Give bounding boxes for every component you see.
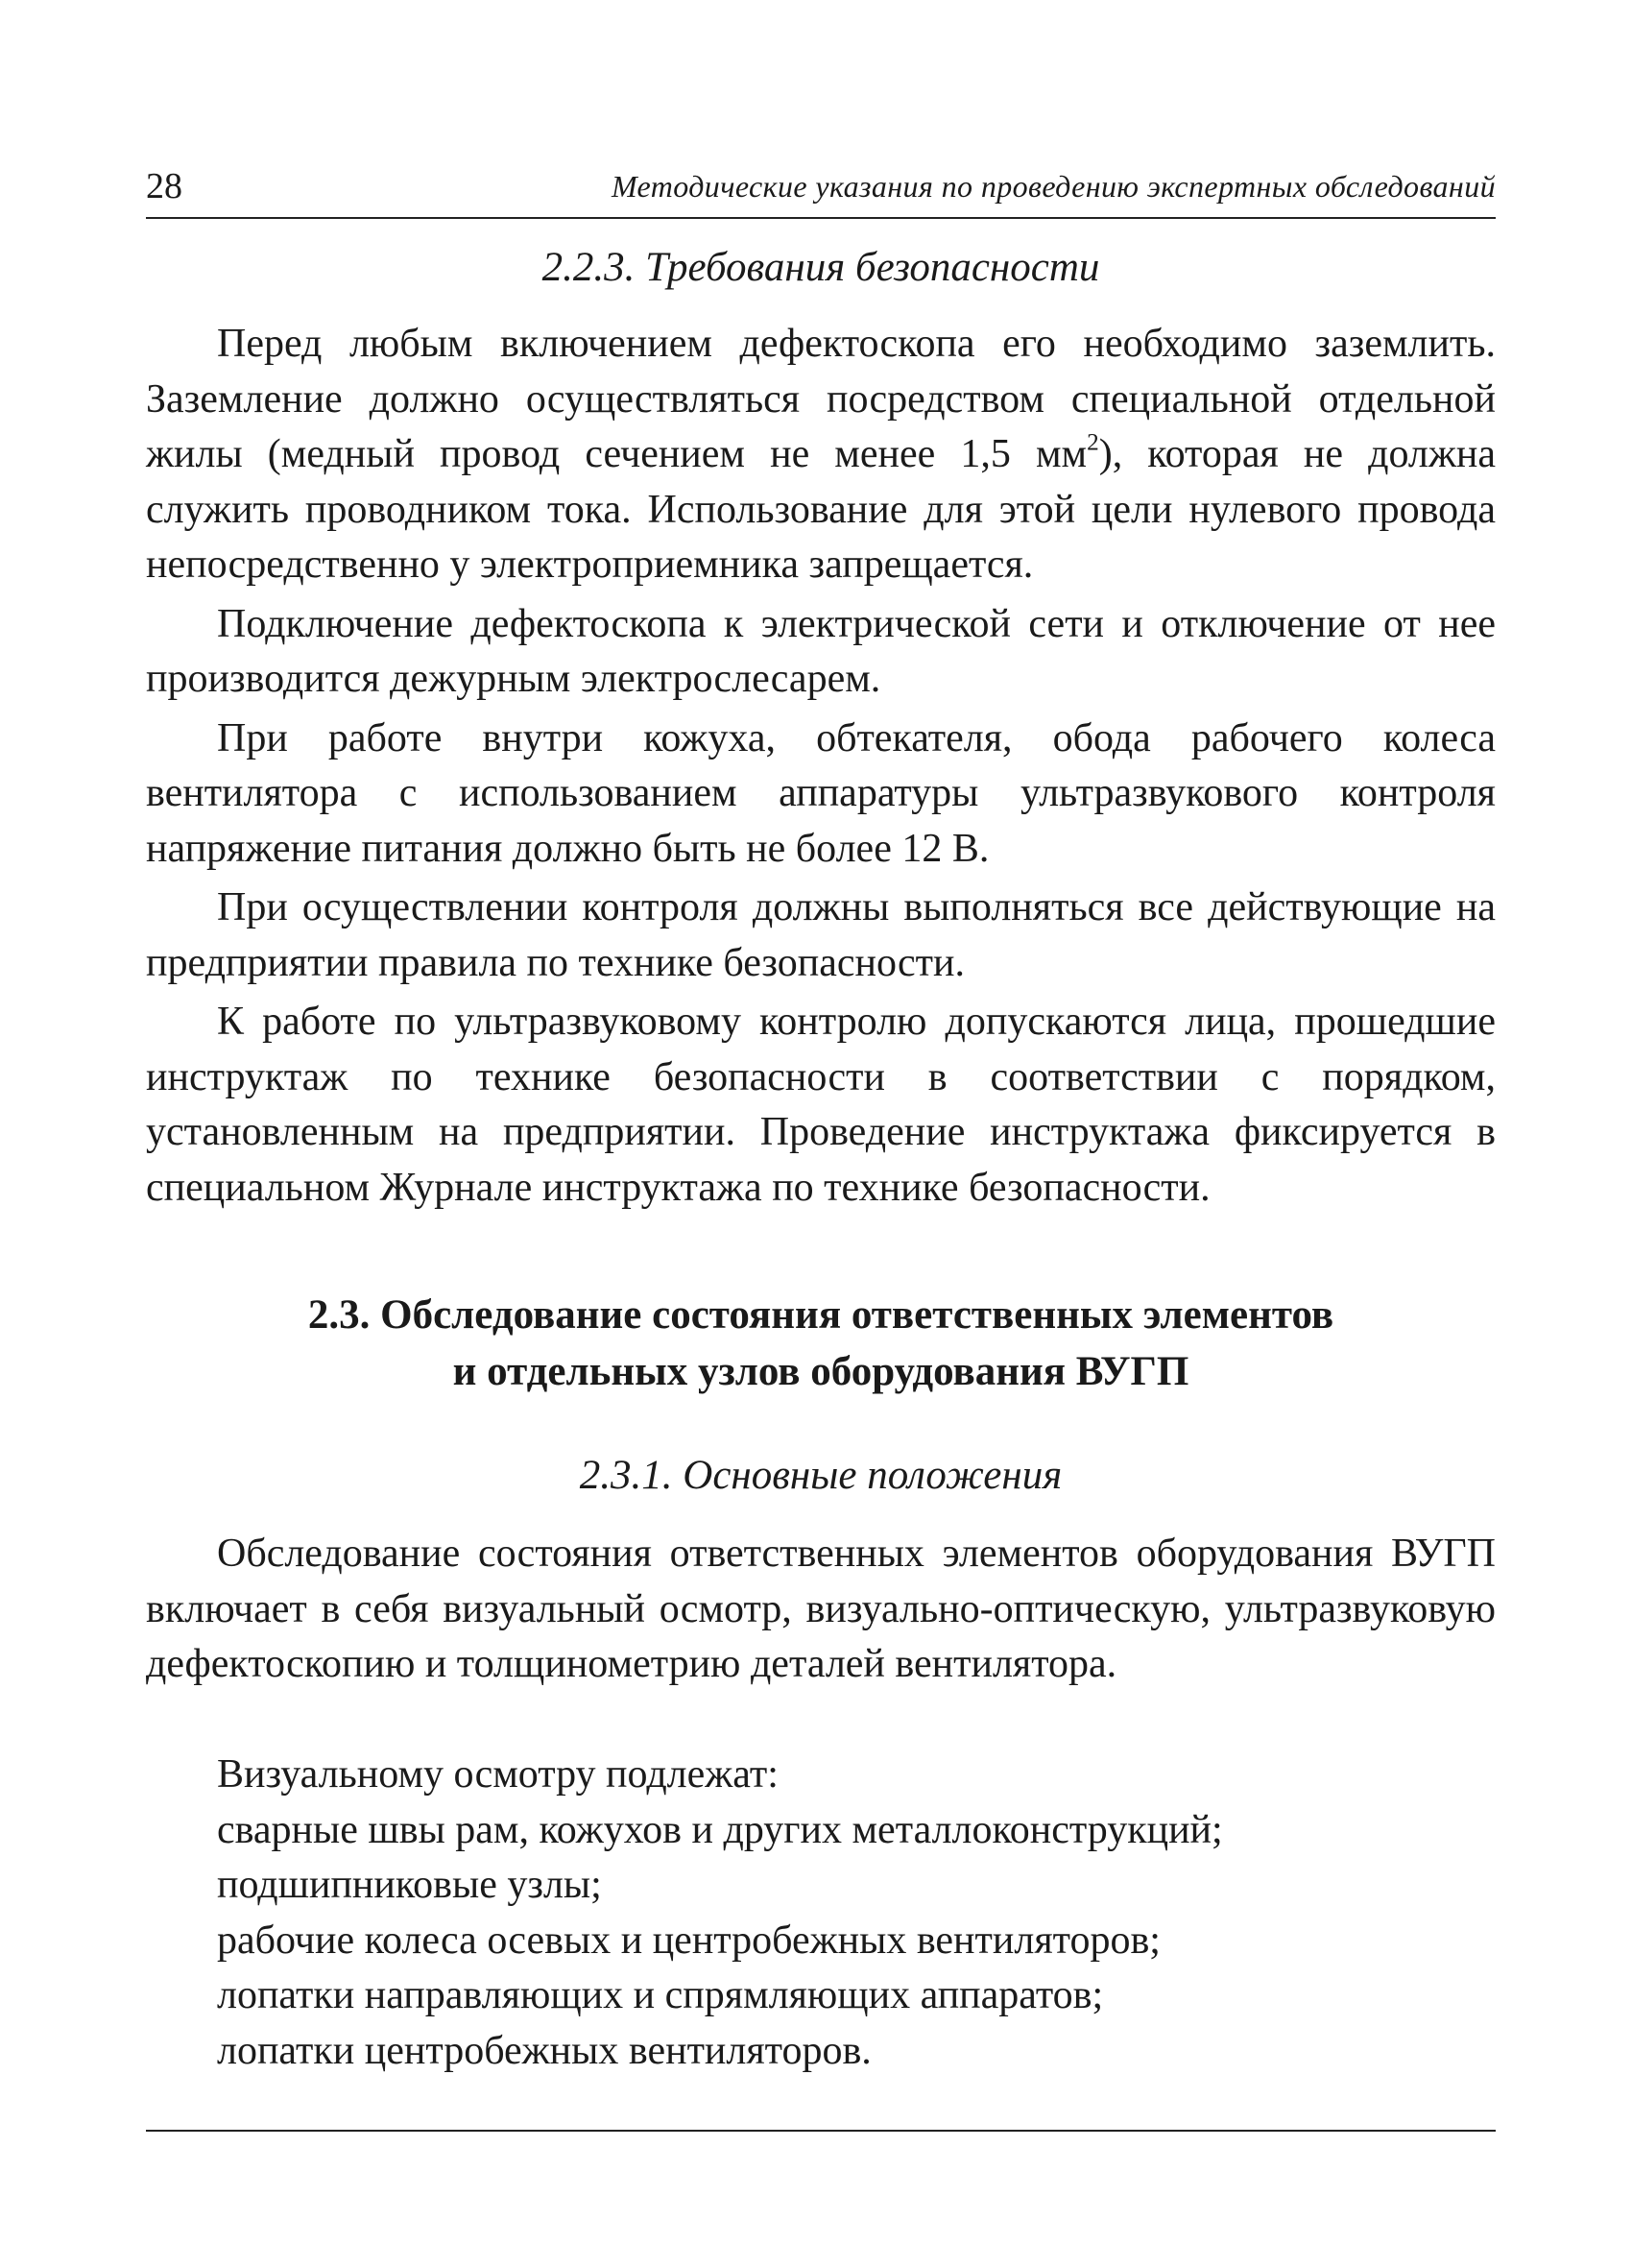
page-number: 28 (146, 166, 182, 206)
list-item: лопатки центробежных вентиляторов. (217, 2028, 872, 2073)
superscript-2: 2 (1087, 429, 1099, 456)
section-heading-2-3 (146, 1287, 1496, 1400)
paragraph-connection: Подключение дефектоскопа к электрической сети и отключение от нее производится дежурным электрослесарем. (146, 601, 1496, 701)
main-provisions-text (146, 1527, 1496, 1697)
section-heading-line-1: 2.3. Обследование состояния ответственных элементов (307, 1292, 1334, 1338)
safety-requirements-text (146, 317, 1496, 1219)
paragraph-safety-rules: При осуществлении контроля должны выполняться все действующие на предприятии правила по технике безопасности. (146, 885, 1496, 985)
list-item: рабочие колеса осевых и центробежных вентиляторов; (217, 1918, 1161, 1963)
paragraph-inspection-scope: Обследование состояния ответственных элементов оборудования ВУГП включает в себя визуальный осмотр, визуально-оптическую, ультразвуковую дефектоскопию и толщинометрию деталей вентилятора. (146, 1532, 1496, 1686)
subsection-heading-2-2-3: 2.2.3. Требования безопасности (541, 245, 1100, 290)
bottom-rule (146, 2130, 1496, 2132)
paragraph-grounding-text-b: ), которая не должна служить проводником тока. Использование для этой цели нулевого провода непосредственно у электроприемника запрещается. (146, 432, 1496, 587)
running-title: Методические указания по проведению экспертных обследований (611, 169, 1496, 204)
paragraph-voltage: При работе внутри кожуха, обтекателя, обода рабочего колеса вентилятора с использованием аппаратуры ультразвукового контроля напряжение питания должно быть не более 12 В. (146, 715, 1496, 871)
paragraph-grounding-text-a: Перед любым включением дефектоскопа его необходимо заземлить. Заземление должно осуществляться посредством специальной отдельной жилы (медный провод сечением не менее 1,5 мм (146, 322, 1496, 476)
list-intro: Визуальному осмотру подлежат: (217, 1752, 779, 1797)
section-heading-line-2: и отдельных узлов оборудования ВУГП (452, 1349, 1189, 1394)
paragraph-grounding (146, 317, 1496, 593)
list-item: лопатки направляющих и спрямляющих аппаратов; (217, 1973, 1104, 2017)
inspection-list (217, 1748, 1496, 2079)
list-item: подшипниковые узлы; (217, 1863, 602, 1907)
subsection-heading-2-3-1: 2.3.1. Основные положения (579, 1453, 1063, 1498)
paragraph-instruction: К работе по ультразвуковому контролю допускаются лица, прошедшие инструктаж по технике безопасности в соответствии с порядком, установленным на предприятии. Проведение инструктажа фиксируется в специальном Журнале инструктажа по технике безопасности. (146, 1000, 1496, 1210)
page-header (146, 161, 1496, 219)
list-item: сварные швы рам, кожухов и других металлоконструкций; (217, 1807, 1223, 1852)
